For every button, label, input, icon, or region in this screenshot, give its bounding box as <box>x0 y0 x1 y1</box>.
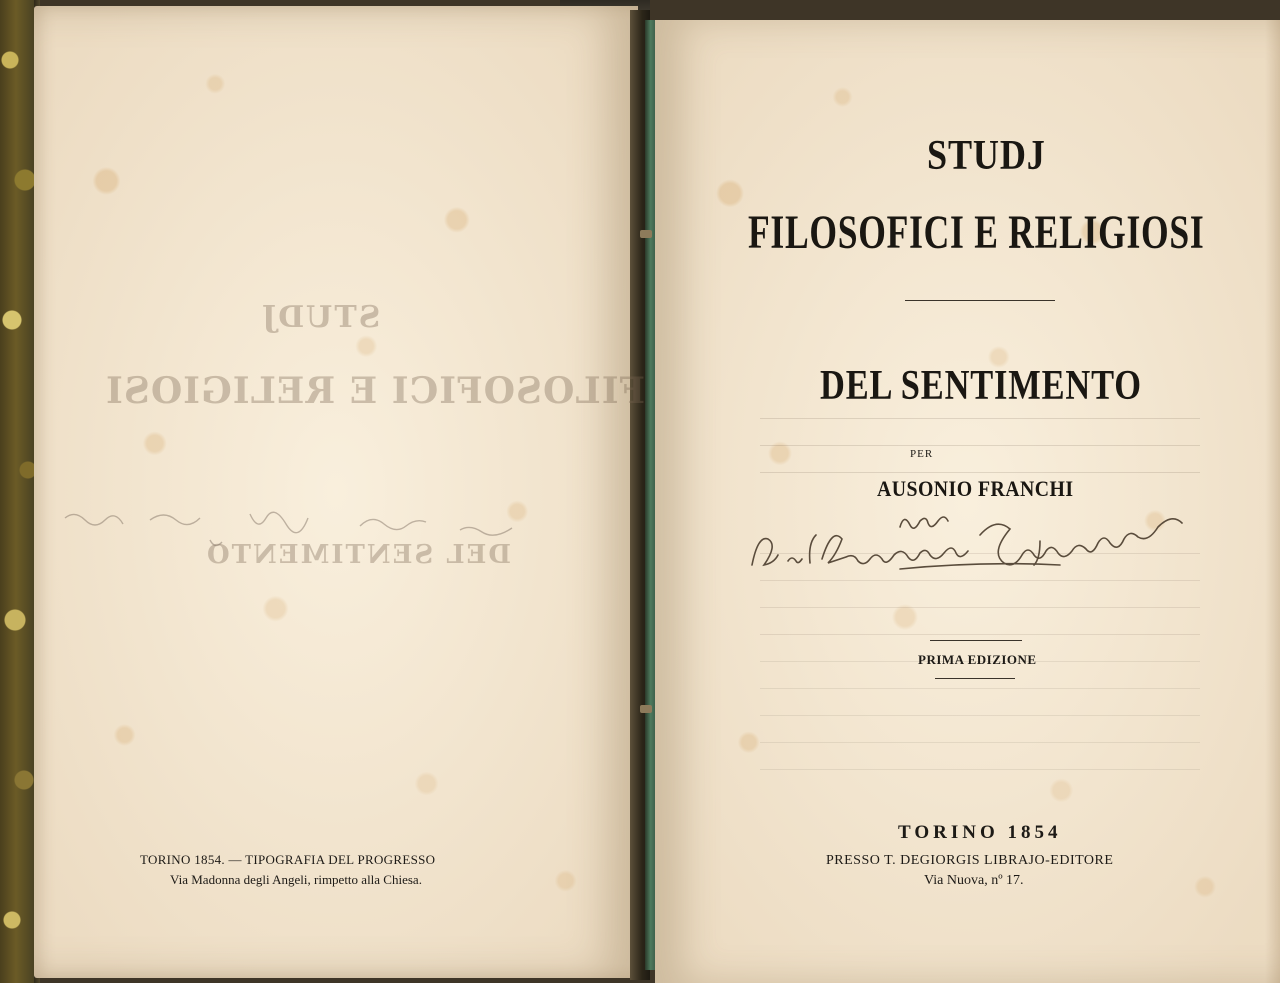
title-line-1: STUDJ <box>927 133 1046 179</box>
edition-rule-bottom <box>935 678 1015 679</box>
page-edge-shadow <box>1265 20 1280 983</box>
binding-thread <box>640 230 652 238</box>
per-label: PER <box>910 448 934 460</box>
bleed-through-filosofici: FILOSOFICI E RELIGIOSI <box>105 370 646 412</box>
faint-handwriting <box>60 500 560 560</box>
left-imprint-line-2: Via Madonna degli Angeli, rimpetto alla Chiesa. <box>170 872 422 887</box>
bleed-through-del-sentimento: DEL SENTIMENTO <box>205 540 511 570</box>
binding-thread <box>640 705 652 713</box>
imprint-city-year: TORINO 1854 <box>898 822 1062 843</box>
edition-rule-top <box>930 640 1022 641</box>
left-page <box>34 6 638 978</box>
subtitle: DEL SENTIMENTO <box>820 363 1142 409</box>
bleed-through-texture <box>760 405 1200 770</box>
author-name: AUSONIO FRANCHI <box>877 476 1074 501</box>
handwritten-inscription <box>740 505 1240 585</box>
title-line-2: FILOSOFICI E RELIGIOSI <box>748 206 1205 259</box>
edition-label: PRIMA EDIZIONE <box>918 652 1037 667</box>
imprint-publisher: PRESSO T. DEGIORGIS LIBRAJO-EDITORE <box>826 853 1114 868</box>
bleed-through-studj: STUDJ <box>260 300 381 335</box>
divider-rule <box>905 300 1055 301</box>
left-imprint-line-1: TORINO 1854. — TIPOGRAFIA DEL PROGRESSO <box>140 852 436 867</box>
imprint-address: Via Nuova, nº 17. <box>924 873 1024 888</box>
